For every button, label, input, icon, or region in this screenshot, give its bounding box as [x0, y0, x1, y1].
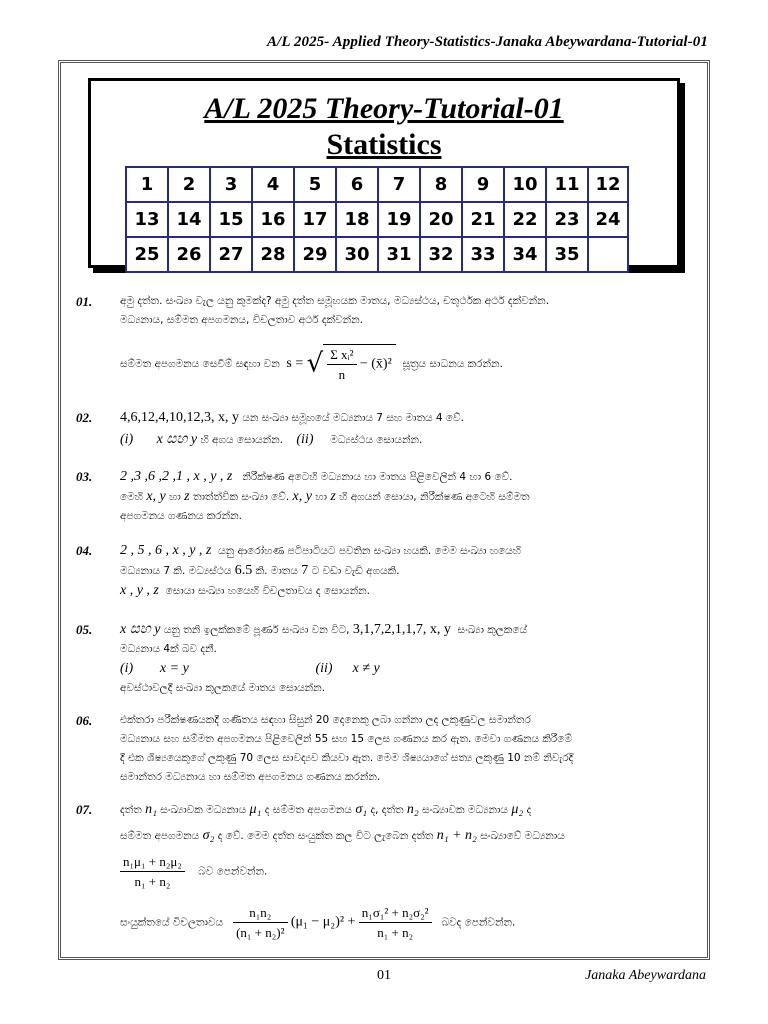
q06-line2: මධ්‍යනාය සහ සම්මත අපගමනය පිළිවෙලින් 55 සහ 15 ලෙස ගණනය කර ඇත. මෙවා ගණනය කිරීමේ — [120, 733, 572, 745]
q04-text: සොයා සංඛ්‍යා හයෙහි විචලතාවය ද සොයන්න. — [165, 585, 370, 597]
q01-line1: අමු දත්ත. සංඛ්‍යා වැල යනු කුමක්ද? අමු දත්ත සමූහයක මාතය, මධ්‍යස්ථය, චතුර්ථක අර්ථ දක්වන්න. — [120, 295, 550, 307]
q03-text: තාත්ත්වික සංඛ්‍යා වේ. — [192, 491, 290, 503]
q03-vars: x, y — [292, 489, 312, 504]
q07-text: සංඛ්‍යාවේ මධ්‍යනාය — [480, 830, 565, 842]
q04-vars: x , y , z — [120, 583, 159, 598]
tutorial-number-grid — [125, 166, 629, 273]
q03-text: හා — [315, 491, 328, 503]
q02-part-i-vars: x සහ y — [156, 432, 198, 447]
question-04 — [76, 541, 700, 601]
q07-var-fraction-2: $\frac{\text{n₁σ₁² + n₂σ₂²}}{\text{n₁ + n₂}}$ — [359, 903, 432, 942]
tutorial-number-cell: 7 — [378, 167, 420, 202]
tutorial-number-cell: 26 — [168, 237, 210, 272]
q01-formula-tail: − (x̄)² — [359, 356, 392, 372]
q07-text: ද වේ. මෙම දත්ත සංයුක්ත කල විට ලැබෙන දත්ත — [217, 830, 434, 842]
q07-text: බව පෙන්වන්න. — [198, 865, 268, 878]
q07-text: ද — [526, 804, 532, 816]
q07-text: දත්ත — [120, 804, 142, 816]
q01-line2: මධ්‍යනාය, සම්මත අපගමනය, විචලතාව අර්ථ දක්වන්න. — [120, 314, 364, 326]
question-number: 07. — [76, 802, 93, 817]
q06-line1: එක්තරා පරීක්ෂණයකදී ගණිතය සඳහා සිසුන් 20 දෙනෙකු ලබා ගන්නා ලද ලකුණුවල සමාන්තර — [120, 714, 531, 726]
tutorial-number-cell: 23 — [546, 202, 588, 237]
q05-part-ii-expr: x ≠ y — [352, 661, 380, 676]
tutorial-number-cell: 12 — [588, 167, 628, 202]
q07-n1: n₁ — [145, 802, 157, 817]
tutorial-number-cell: 15 — [210, 202, 252, 237]
tutorial-subject: Statistics — [326, 128, 442, 161]
tutorial-number-cell: 5 — [294, 167, 336, 202]
q05-line4: අවස්ථාවලදී සංඛ්‍යා කුලකයේ මාතය සොයන්න. — [120, 682, 326, 694]
question-number: 06. — [76, 713, 93, 728]
q07-var-mid: (μ₁ − μ₂)² + — [290, 914, 356, 930]
q04-median-value: 6.5 — [234, 563, 253, 578]
tutorial-number-cell: 20 — [420, 202, 462, 237]
tutorial-number-cell: 9 — [462, 167, 504, 202]
author-name: Janaka Abeywardana — [585, 968, 706, 983]
q04-text: ට වඩා වැඩි අගයකි. — [311, 565, 400, 577]
question-number: 01. — [76, 294, 93, 309]
tutorial-number-cell: 6 — [336, 167, 378, 202]
q07-n2: n₂ — [406, 802, 419, 817]
q07-text: ද, දත්ත — [370, 804, 404, 816]
question-number: 03. — [76, 469, 93, 484]
tutorial-number-cell: 25 — [126, 237, 168, 272]
tutorial-number-cell: 8 — [420, 167, 462, 202]
tutorial-number-cell: 1 — [126, 167, 168, 202]
tutorial-number-cell: 35 — [546, 237, 588, 272]
q04-text: මධ්‍යනාය 7 කි. මධ්‍යස්ථය — [120, 565, 232, 577]
q01-formula-s: s = — [286, 356, 304, 371]
running-header: A/L 2025- Applied Theory-Statistics-Janaka Abeywardana-Tutorial-01 — [266, 34, 708, 50]
tutorial-number-cell: 29 — [294, 237, 336, 272]
q05-line2: මධ්‍යනාය 4ක් බව දනී. — [120, 643, 217, 655]
q02-part-i-label: (i) — [120, 432, 134, 447]
grid-row — [126, 237, 628, 272]
q03-text: මෙහි — [120, 491, 143, 503]
tutorial-number-cell: 2 — [168, 167, 210, 202]
tutorial-number-cell: 17 — [294, 202, 336, 237]
tutorial-number-cell: 31 — [378, 237, 420, 272]
q04-text: කි. මාතය — [255, 565, 298, 577]
q03-vars: z — [330, 489, 336, 504]
tutorial-number-cell: 34 — [504, 237, 546, 272]
q03-vars: z — [184, 489, 190, 504]
tutorial-number-cell: 32 — [420, 237, 462, 272]
tutorial-number-cell: 16 — [252, 202, 294, 237]
tutorial-number-cell: 11 — [546, 167, 588, 202]
q05-part-i-label: (i) — [120, 661, 134, 676]
q07-text: සංයුක්තයේ විචලතාවය — [120, 916, 224, 929]
q05-vars: x සහ y — [120, 622, 161, 637]
q07-mu1: μ₁ — [249, 802, 262, 817]
q02-line1-text: යන සංඛ්‍යා සමූහයේ මධ්‍යනාය 7 සහ මාතය 4 වේ. — [242, 412, 464, 424]
q07-sigma1: σ₁ — [355, 802, 368, 817]
tutorial-number-cell: 18 — [336, 202, 378, 237]
grid-row — [126, 202, 628, 237]
q07-var-fraction-1: $\frac{\text{n₁n₂}}{\text{(n₁ + n₂)²}}$ — [233, 903, 287, 942]
tutorial-number-cell: 4 — [252, 167, 294, 202]
q01-formula-prefix: සම්මත අපගමනය සෙවීම් සඳහා වන — [120, 358, 280, 370]
q07-text: සංඛ්‍යාවක මධ්‍යනාය — [422, 804, 508, 816]
tutorial-number-cell: 10 — [504, 167, 546, 202]
page-number: 01 — [377, 968, 391, 983]
sqrt-icon: √ — [306, 348, 324, 379]
tutorial-number-cell: 28 — [252, 237, 294, 272]
q01-fraction: $\frac{\text{Σ xᵢ²}}{n}$ — [327, 345, 356, 384]
q01-formula-suffix: සූත්‍රය සාධනය කරන්න. — [402, 358, 503, 370]
q03-text: හි අගයන් සොයා, නිරීක්ෂණ අටෙහි සම්මත — [339, 491, 530, 503]
q05-text: යනු තනි ඉලක්කමේ පූර්ණ සංඛ්‍යා වන විට, — [163, 624, 350, 636]
question-number: 02. — [76, 410, 93, 425]
tutorial-number-cell: 33 — [462, 237, 504, 272]
q02-part-ii-label: (ii) — [296, 432, 314, 447]
tutorial-number-cell — [588, 237, 628, 272]
grid-row — [126, 167, 628, 202]
q05-data: 3,1,7,2,1,1,7, x, y — [352, 622, 451, 637]
q05-part-ii-label: (ii) — [315, 661, 333, 676]
tutorial-number-cell: 24 — [588, 202, 628, 237]
q03-line3: අපගමනය ගණනය කරන්න. — [120, 510, 243, 522]
tutorial-number-cell: 22 — [504, 202, 546, 237]
tutorial-number-cell: 21 — [462, 202, 504, 237]
q06-line3: දී එක ශිෂ්‍යයෙකුගේ ලකුණු 70 ලෙස සාවද්‍යව කියවා ඇත. මෙම ශිෂ්‍යයාගේ සත්‍ය ලකුණු 10 නම් නිවැරදි — [120, 752, 574, 764]
question-02 — [76, 408, 700, 450]
tutorial-number-cell: 14 — [168, 202, 210, 237]
q02-part-ii-text: මධ්‍යස්ථය සොයන්න. — [330, 434, 423, 446]
q07-text: සංඛ්‍යාවක මධ්‍යනාය — [160, 804, 247, 816]
question-number: 05. — [76, 622, 93, 637]
question-05 — [76, 620, 700, 698]
tutorial-number-cell: 27 — [210, 237, 252, 272]
q07-text: සම්මත අපගමනය — [120, 830, 200, 842]
tutorial-number-cell: 13 — [126, 202, 168, 237]
q07-text: බවද පෙන්වන්න. — [441, 916, 516, 929]
tutorial-number-cell: 19 — [378, 202, 420, 237]
q03-text: හා — [169, 491, 181, 503]
tutorial-title: A/L 2025 Theory-Tutorial-01 — [204, 92, 564, 125]
q03-vars: x, y — [146, 489, 166, 504]
question-03 — [76, 467, 700, 526]
q03-line1-text: නිරීක්ෂණ අටෙහි මධ්‍යනාය හා මාතය පිළිවෙලින් 4 හා 6 වේ. — [242, 471, 513, 483]
q07-sigma2: σ₂ — [202, 828, 215, 843]
q05-part-i-expr: x = y — [159, 661, 189, 676]
q06-line4: සමාන්තර මධ්‍යනාය හා සම්මත අපගමනය ගණනය කරන්න. — [120, 771, 381, 783]
q02-part-i-text: හි අගය සොයන්න. — [200, 434, 284, 446]
question-number: 04. — [76, 543, 93, 558]
tutorial-number-cell: 30 — [336, 237, 378, 272]
q03-data: 2 ,3 ,6 ,2 ,1 , x , y , z — [120, 469, 233, 484]
q07-text: ද සම්මත අපගමනය — [264, 804, 352, 816]
tutorial-number-cell: 3 — [210, 167, 252, 202]
q01-formula-line — [120, 344, 700, 384]
q02-data: 4,6,12,4,10,12,3, x, y — [120, 410, 239, 425]
q04-mode-value: 7 — [301, 563, 309, 578]
q07-n-sum: n₁ + n₂ — [436, 828, 477, 843]
question-07 — [76, 800, 700, 942]
q07-mean-fraction: $\frac{\text{n₁μ₁ + n₂μ₂}}{\text{n₁ + n₂}}$ — [120, 852, 185, 891]
q05-text: සංඛ්‍යා කුලකයේ — [457, 624, 528, 636]
q04-line1-text: යනු ආරෝහණ පටිපාටියට පවතින සංඛ්‍යා හයකි. මෙම සංඛ්‍යා හයෙහි — [218, 545, 522, 557]
question-01 — [76, 292, 700, 384]
q07-mu2: μ₂ — [511, 802, 524, 817]
q04-data: 2 , 5 , 6 , x , y , z — [120, 543, 212, 558]
question-06 — [76, 711, 700, 787]
